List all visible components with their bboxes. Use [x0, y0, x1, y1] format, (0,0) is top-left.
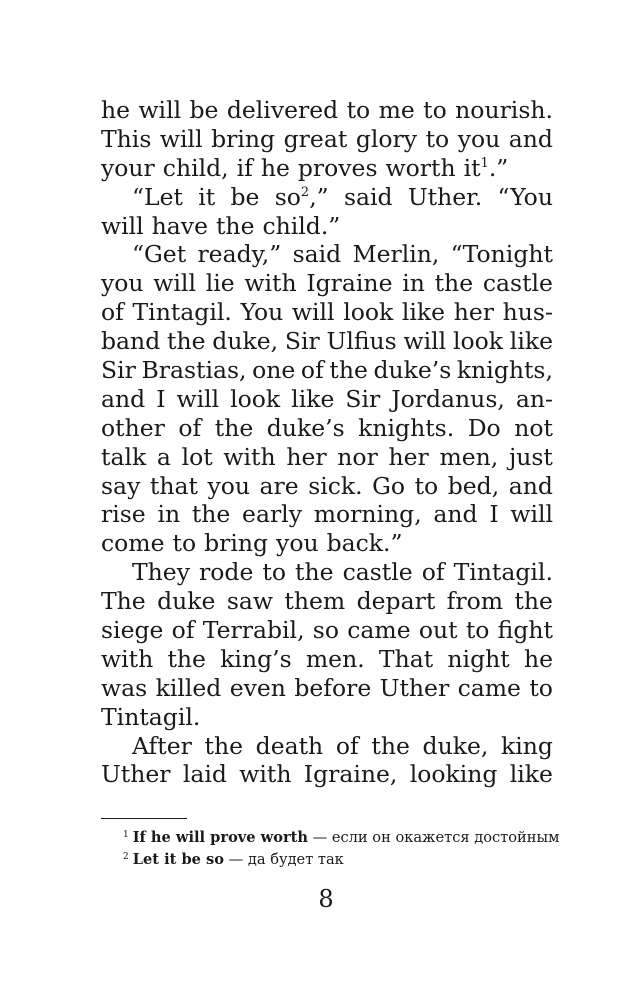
word: duke,	[422, 731, 489, 760]
text-line	[101, 212, 553, 241]
word: duke’s	[373, 356, 452, 385]
text-line	[101, 327, 553, 356]
footnote-translation: — если он окажется достойным	[307, 829, 560, 846]
word: come	[101, 529, 165, 558]
word: back.”	[326, 529, 403, 558]
word: to	[414, 471, 439, 500]
word: knights,	[456, 356, 553, 385]
punctuation: .”	[488, 153, 509, 182]
word: and	[101, 384, 146, 413]
word: Sir	[101, 356, 136, 385]
word: “Get	[132, 240, 187, 269]
text-line	[101, 616, 553, 645]
word: Uther.	[407, 182, 483, 211]
word: band	[101, 327, 161, 356]
word: The	[101, 587, 146, 616]
word: will	[153, 269, 196, 298]
text-line	[101, 385, 553, 414]
word: laid	[182, 760, 227, 789]
text-line	[101, 645, 553, 674]
word: king	[500, 731, 553, 760]
word: he	[101, 96, 131, 124]
word: Tintagil.	[132, 298, 232, 327]
word: like	[509, 327, 553, 356]
word: so	[312, 616, 339, 645]
word: look	[230, 384, 281, 413]
word: Brastias,	[141, 356, 247, 385]
word: delivered	[226, 96, 339, 124]
word: bed,	[447, 471, 500, 500]
word: the	[191, 500, 231, 529]
word: Tintagil.	[453, 558, 553, 587]
text-line	[101, 183, 553, 212]
word: proves	[297, 153, 378, 182]
text-line	[101, 240, 553, 269]
word: said	[343, 182, 393, 211]
word: before	[294, 673, 372, 702]
word: Uther	[379, 673, 450, 702]
word: just	[508, 442, 553, 471]
word: $it^1$.”	[463, 153, 509, 182]
word: This	[101, 124, 152, 153]
word: of	[178, 413, 202, 442]
word: lie	[205, 269, 235, 298]
word: to	[172, 529, 197, 558]
word: and	[508, 124, 553, 153]
word: have	[151, 211, 208, 240]
word: to	[423, 96, 447, 124]
word: rode	[199, 558, 254, 587]
word: came	[347, 616, 411, 645]
word: great	[283, 124, 348, 153]
word: will	[291, 298, 335, 327]
word: her	[453, 298, 494, 327]
word: of	[335, 731, 359, 760]
footnotes	[123, 827, 563, 871]
word: castle	[342, 558, 413, 587]
text-line	[101, 298, 553, 327]
word: night	[447, 644, 510, 673]
word: like	[291, 384, 335, 413]
word: sick.	[308, 471, 363, 500]
word: Igraine	[306, 269, 393, 298]
footnote-term: If he will prove worth	[132, 829, 308, 846]
word: duke’s	[266, 413, 345, 442]
text-line	[101, 703, 553, 732]
word: men.	[305, 644, 365, 673]
text-line	[101, 414, 553, 443]
word: to	[529, 673, 553, 702]
text-line	[101, 674, 553, 703]
text-line	[101, 269, 553, 298]
word: look	[452, 327, 504, 356]
word: Sir	[345, 384, 381, 413]
word: you	[276, 529, 319, 558]
word: I	[156, 384, 166, 413]
word: one	[252, 356, 296, 385]
word: your	[101, 153, 155, 182]
word: “You	[497, 182, 553, 211]
word: Do	[467, 413, 501, 442]
word: fight	[497, 616, 553, 645]
text-line	[101, 125, 553, 154]
word: Sir	[284, 327, 320, 356]
word: bring	[211, 124, 276, 153]
word: rise	[101, 500, 146, 529]
footnote-marker: 2	[300, 184, 310, 200]
text-line	[101, 529, 553, 558]
word: me	[378, 96, 415, 124]
word: knights.	[358, 413, 455, 442]
word: talk	[101, 442, 147, 471]
word: will	[138, 96, 182, 124]
word: with	[244, 269, 297, 298]
word: her	[286, 442, 327, 471]
word: child.”	[262, 211, 341, 240]
word: killed	[155, 673, 222, 702]
word: glory	[355, 124, 418, 153]
word: After	[132, 731, 192, 760]
text-line	[101, 500, 553, 529]
text-line	[101, 154, 553, 183]
word: I	[489, 500, 499, 529]
footnote-divider	[101, 818, 187, 819]
word: Go	[372, 471, 406, 500]
word: morning,	[313, 500, 422, 529]
word: They	[132, 558, 190, 587]
word: like	[401, 298, 446, 327]
word: duke	[157, 587, 216, 616]
word: the	[329, 356, 368, 385]
word: Igraine,	[303, 760, 398, 789]
word: the	[434, 269, 474, 298]
word: nor	[337, 442, 378, 471]
text-line	[101, 760, 553, 789]
punctuation: ,”	[309, 182, 329, 211]
word: if	[236, 153, 253, 182]
word: are	[259, 471, 299, 500]
word: from	[446, 587, 504, 616]
word: lot	[181, 442, 213, 471]
word: the	[167, 644, 206, 673]
word: said	[292, 240, 342, 269]
word: he	[523, 644, 553, 673]
word: You	[240, 298, 284, 327]
word: to	[346, 96, 371, 124]
word: of	[101, 298, 124, 327]
word: to	[262, 558, 286, 587]
text-line	[101, 558, 553, 587]
text-line	[101, 96, 553, 125]
word: was	[101, 673, 148, 702]
word: That	[378, 644, 434, 673]
word: to	[425, 124, 450, 153]
word: you	[101, 269, 144, 298]
word: $so^2$,”	[274, 182, 329, 211]
word: “Tonight	[450, 240, 553, 269]
word: the	[167, 327, 206, 356]
word: Tintagil.	[101, 702, 201, 731]
word: will	[403, 327, 447, 356]
word: duke,	[212, 327, 279, 356]
footnote-translation: — да будет так	[224, 851, 344, 868]
word: Merlin,	[352, 240, 440, 269]
word: and	[508, 471, 553, 500]
footnote-1	[123, 827, 563, 849]
word: with	[223, 442, 276, 471]
word: Terrabil,	[202, 616, 305, 645]
footnote-number: 1	[123, 830, 129, 840]
word: in	[402, 269, 425, 298]
word: will	[101, 211, 144, 240]
word: be	[189, 96, 219, 124]
footnote-number: 2	[123, 852, 129, 862]
word: even	[229, 673, 286, 702]
word: with	[239, 760, 292, 789]
word: the	[514, 587, 553, 616]
footnote-marker: 1	[480, 155, 489, 171]
word: Ulfius	[326, 327, 397, 356]
word: of	[421, 558, 445, 587]
word: the	[371, 731, 410, 760]
word: castle	[482, 269, 553, 298]
word: will	[510, 500, 553, 529]
word: an-	[515, 384, 553, 413]
word: of	[300, 356, 324, 385]
text-line	[101, 443, 553, 472]
word: hus-	[502, 298, 553, 327]
word: worth	[385, 153, 456, 182]
word: to	[465, 616, 490, 645]
word: a	[156, 442, 171, 471]
word: you	[457, 124, 501, 153]
word: the	[214, 413, 254, 442]
word: king’s	[220, 644, 292, 673]
word: them	[284, 587, 346, 616]
word: and	[433, 500, 478, 529]
text-line	[101, 472, 553, 501]
word: it	[198, 182, 216, 211]
footnote-2	[123, 849, 563, 871]
word: “Let	[132, 182, 183, 211]
word: saw	[226, 587, 274, 616]
word: not	[514, 413, 553, 442]
word: nourish.	[455, 96, 553, 124]
word: you	[207, 471, 250, 500]
text-line	[101, 732, 553, 761]
word: that	[149, 471, 198, 500]
word: men,	[439, 442, 499, 471]
word: looking	[409, 760, 498, 789]
word: like	[509, 760, 553, 789]
word: the	[215, 211, 255, 240]
word: out	[418, 616, 458, 645]
word: Uther	[101, 760, 171, 789]
body-text	[101, 96, 553, 789]
word: the	[295, 558, 334, 587]
word: of	[171, 616, 195, 645]
page-number: 8	[318, 885, 334, 913]
word: came	[457, 673, 521, 702]
word: be	[230, 182, 260, 211]
word: look	[343, 298, 394, 327]
word: Jordanus,	[391, 384, 505, 413]
word: ready,”	[197, 240, 282, 269]
footnote-term: Let it be so	[132, 851, 224, 868]
word: the	[204, 731, 243, 760]
word: in	[157, 500, 181, 529]
word: will	[176, 384, 220, 413]
word: early	[242, 500, 302, 529]
word: say	[101, 471, 141, 500]
word: death	[255, 731, 324, 760]
word: other	[101, 413, 165, 442]
word: bring	[204, 529, 269, 558]
word: siege	[101, 616, 164, 645]
word: he	[260, 153, 290, 182]
word: will	[159, 124, 203, 153]
word: child,	[162, 153, 229, 182]
text-line	[101, 356, 553, 385]
word: with	[101, 644, 154, 673]
word: depart	[356, 587, 436, 616]
word: her	[388, 442, 429, 471]
text-line	[101, 587, 553, 616]
